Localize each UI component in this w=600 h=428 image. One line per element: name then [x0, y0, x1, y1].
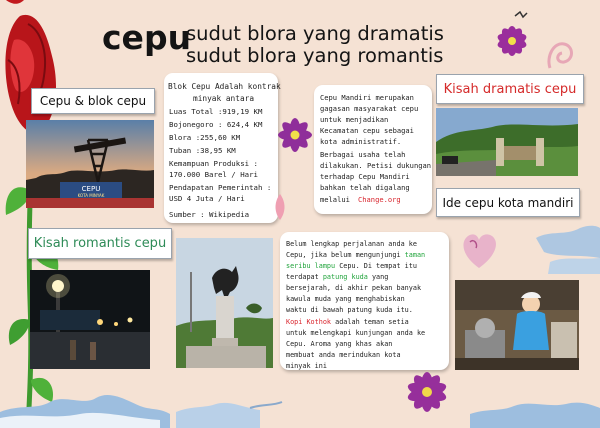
page-title: cepu — [102, 18, 192, 57]
label-ide-cepu-mandiri — [436, 188, 580, 217]
blok-row: Luas Total :919,19 KM — [169, 107, 263, 116]
label-text: Ide cepu kota mandiri — [442, 195, 574, 210]
blok-row: Tuban :38,95 KM — [169, 146, 236, 155]
mandiri-line: bahkan telah digalang — [320, 183, 410, 192]
romantis-text: yang — [371, 273, 389, 281]
romantis-text: Cepu. Di tempat itu — [339, 262, 417, 270]
photo-horse-statue — [176, 238, 273, 368]
mandiri-line: dilakukan. Petisi dukungan — [320, 161, 432, 170]
blok-row: 170.000 Barel / Hari — [169, 170, 258, 179]
label-kisah-romantis — [28, 228, 172, 259]
photo-oil-rig — [26, 120, 154, 208]
label-text: Kisah romantis cepu — [33, 236, 167, 251]
romantis-line — [286, 318, 409, 326]
blok-row: Pendapatan Pemerintah : — [169, 183, 272, 192]
blok-row: Bojonegoro : 624,4 KM — [169, 120, 263, 129]
romantis-text: terdapat — [286, 273, 319, 281]
romantis-line — [286, 251, 425, 259]
mandiri-line: untuk menjadikan — [320, 115, 389, 124]
small-bug-icon — [513, 8, 529, 22]
mandiri-line: kota administratif. — [320, 137, 402, 146]
mandiri-line: terhadap Cepu Mandiri — [320, 172, 410, 181]
blok-row: USD 4 Juta / Hari — [169, 194, 245, 203]
pink-swirl-decoration — [544, 38, 578, 74]
purple-flower-icon — [272, 112, 318, 158]
label-cepu-blok-cepu — [31, 88, 155, 114]
romantis-line: untuk melengkapi kunjungan anda ke — [286, 329, 426, 337]
romantis-text: adalah teman setia — [335, 318, 409, 326]
highlight-taman: taman — [404, 251, 426, 259]
romantis-line: bersejarah, di akhir pekan banyak — [286, 284, 422, 292]
romantis-line — [286, 240, 417, 248]
romantis-text: Cepu, jika belum mengunjungi — [286, 251, 401, 259]
romantis-line — [286, 262, 417, 270]
label-text: Cepu & blok cepu — [39, 94, 147, 108]
sign-text-kota: KOTA MINYAK — [77, 193, 105, 198]
romantis-line: waktu di bawah patung kuda itu. — [286, 306, 413, 314]
highlight-seribu-lampu: seribu lampu — [286, 262, 336, 270]
photo-city-gate — [436, 108, 578, 176]
mandiri-line: Cepu Mandiri merupakan — [320, 93, 414, 102]
blok-source: Sumber : Wikipedia — [169, 210, 250, 219]
photo-night-street — [30, 270, 150, 369]
pink-bud-icon — [270, 192, 290, 222]
blok-heading-2: minyak antara — [193, 94, 255, 103]
clouds-decoration — [0, 378, 600, 428]
change-org-link[interactable]: Change.org — [358, 195, 401, 204]
purple-flower-icon — [490, 20, 534, 62]
label-text: Kisah dramatis cepu — [443, 81, 577, 97]
romantis-line — [286, 273, 388, 281]
romantis-line: minyak ini — [286, 362, 327, 370]
subtitle-romantis: sudut blora yang romantis — [186, 44, 444, 67]
mandiri-line: Kecamatan cepu sebagai — [320, 126, 414, 135]
romantis-line: Cepu. Aroma yang khas akan — [286, 340, 393, 348]
romantis-line: membuat anda merindukan kota — [286, 351, 401, 359]
subtitle-dramatis: sudut blora yang dramatis — [186, 22, 444, 45]
clouds-top-right-decoration — [440, 218, 600, 278]
mandiri-line: melalui — [320, 195, 350, 204]
romantis-line: kawula muda yang menghabiskan — [286, 295, 405, 303]
photo-kopi-kothok — [455, 280, 579, 370]
blok-row: Kemampuan Produksi : — [169, 159, 258, 168]
sign-text-cepu: CEPU — [81, 185, 101, 193]
highlight-kopi-kothok: Kopi Kothok — [286, 318, 332, 326]
label-kisah-dramatis — [436, 74, 584, 104]
blok-row: Blora :255,60 KM — [169, 133, 241, 142]
romantis-text: Belum lengkap perjalanan anda ke — [286, 240, 417, 248]
mandiri-line: gagasan masyarakat cepu — [320, 104, 419, 113]
mandiri-line: Berbagai usaha telah — [320, 150, 406, 159]
highlight-patung-kuda: patung kuda — [322, 273, 368, 281]
blok-heading-1: Blok Cepu Adalah kontrak — [168, 82, 281, 91]
